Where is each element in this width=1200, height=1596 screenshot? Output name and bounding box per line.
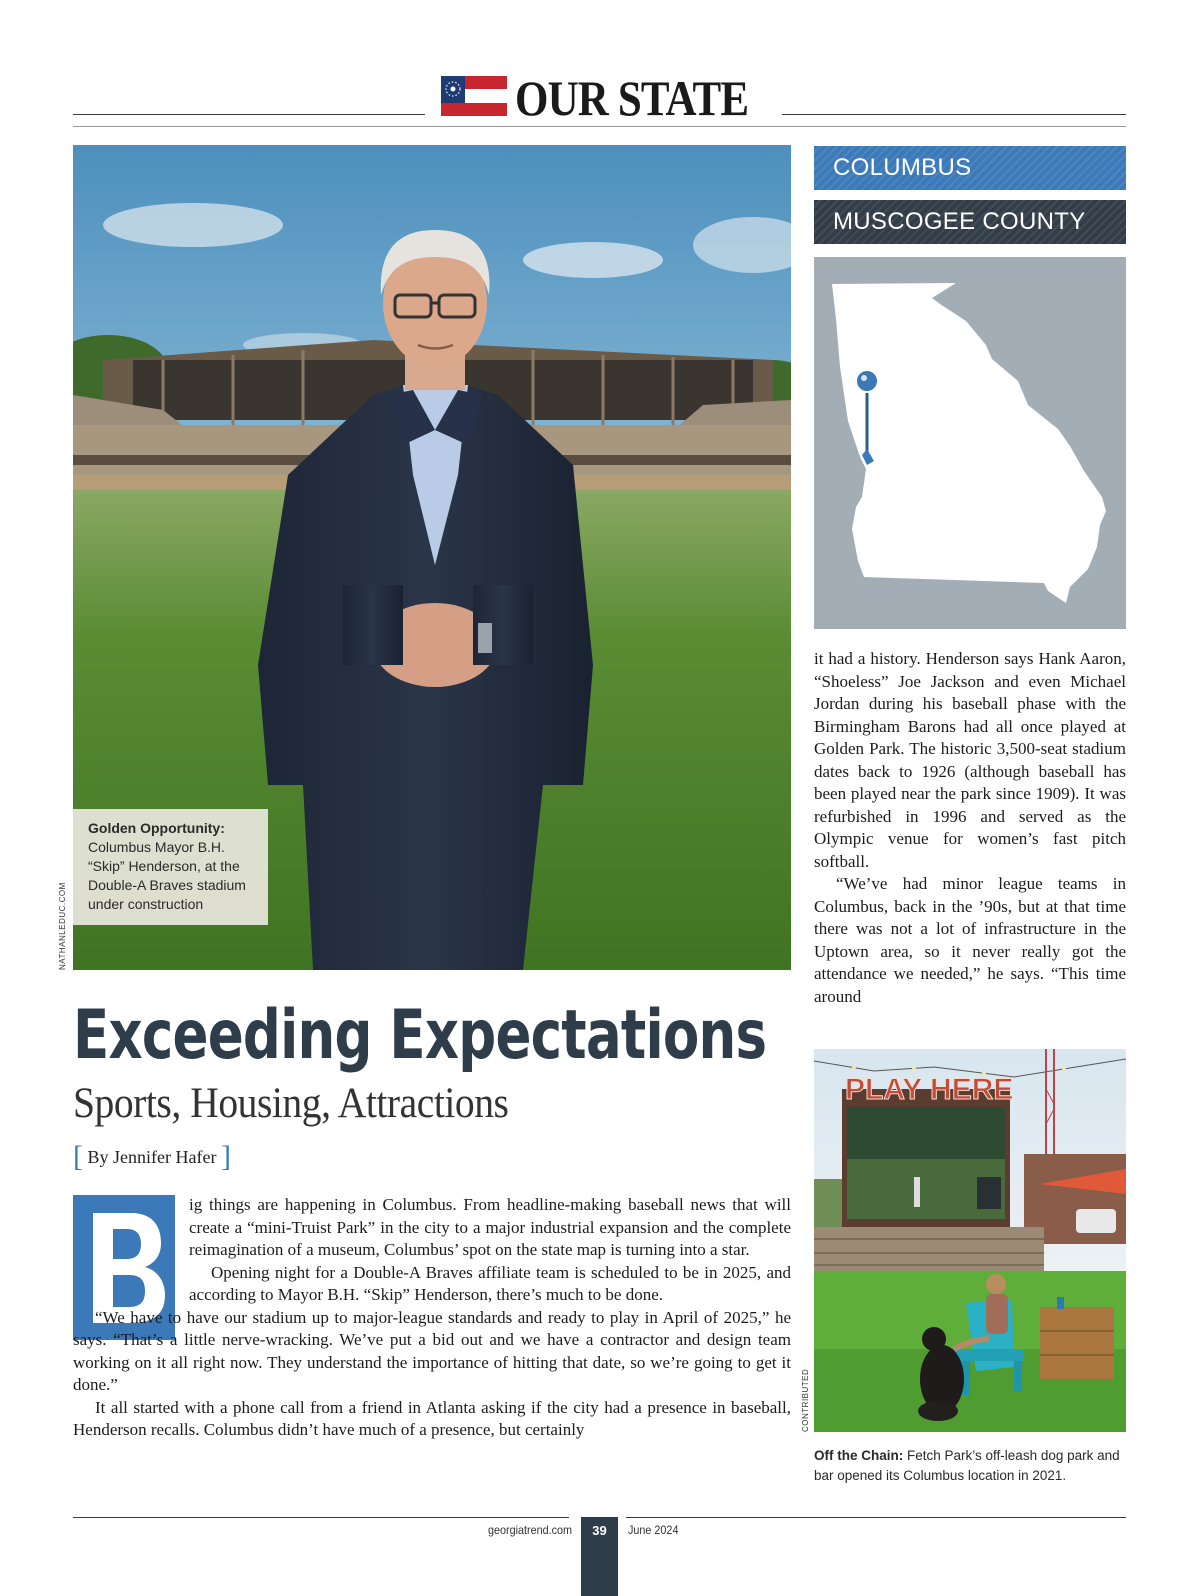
hero-caption-title: Golden Opportunity: [88, 820, 225, 836]
hero-photo-credit: NATHANLEDUC.COM [58, 882, 67, 970]
section-title: OUR STATE [515, 70, 749, 126]
drop-cap-letter: B [73, 1195, 74, 1196]
hero-caption-text: Columbus Mayor B.H. “Skip” Henderson, at the Double-A Braves stadium under construction [88, 839, 246, 912]
dog-photo-credit: CONTRIBUTED [801, 1368, 810, 1432]
footer-rule-right [626, 1517, 1126, 1518]
hero-caption [73, 809, 268, 925]
georgia-flag-icon [441, 76, 507, 116]
byline-bracket-right: ] [220, 1140, 231, 1173]
main-paragraph-3: “We have to have our stadium up to major-league standards and ready to play in April of 2025,” he says. “That’s a little nerve-wracking. We’ve put a bid out and we have a contractor and design team working on it all right now. They understand the importance of hitting that date, so we’re going to get it done.” [73, 1307, 791, 1394]
page-number: 39 [592, 1523, 607, 1538]
dog-park-photo [814, 1049, 1126, 1432]
main-paragraph-4: It all started with a phone call from a friend in Atlanta asking if the city had a presence in baseball, Henderson recalls. Columbus didn’t have much of a presence, but certainly [73, 1397, 791, 1439]
main-paragraph-2: Opening night for a Double-A Braves affiliate team is scheduled to be in 2025, and according to Mayor B.H. “Skip” Henderson, there’s much to be done. [189, 1262, 791, 1304]
main-column-text [73, 1194, 791, 1442]
byline-bracket-left: [ [73, 1140, 83, 1173]
footer-site[interactable]: georgiatrend.com [487, 1523, 572, 1537]
issue-date: June 2024 [628, 1523, 679, 1537]
article-headline: Exceeding Expectations [73, 996, 767, 1075]
county-tag: MUSCOGEE COUNTY [814, 200, 1126, 244]
article-byline [73, 1142, 231, 1172]
right-column-text [814, 648, 1126, 1008]
dog-caption-text: Fetch Park’s off-leash dog park and bar opened its Columbus location in 2021. [814, 1448, 1120, 1483]
main-paragraph-1: ig things are happening in Columbus. From headline-making baseball news that will create a “mini-Truist Park” in the city to a major industrial expansion and the complete reimagination of a museum, Columbus’ spot on the state map is turning into a star. [189, 1195, 791, 1259]
map-pin-icon [856, 370, 878, 392]
header-rule-right [782, 114, 1126, 115]
header-rule-left [73, 114, 425, 115]
georgia-map [814, 257, 1126, 629]
play-here-sign: PLAY HERE [845, 1073, 1014, 1106]
dog-photo-caption [814, 1446, 1134, 1486]
article-subhead: Sports, Housing, Attractions [73, 1080, 509, 1127]
georgia-state-shape [832, 283, 1106, 603]
dog-park-image [814, 1049, 1126, 1432]
dog-caption-title: Off the Chain: [814, 1448, 904, 1463]
right-paragraph-1: it had a history. Henderson says Hank Aaron, “Shoeless” Joe Jackson and even Michael Jordan during his baseball phase with the Birmingham Barons had all once played at Golden Park. The historic 3,500-seat stadium dates back to 1926 (although baseball has been played near the park since 1909). It was refurbished in 1996 and served as the Olympic venue for women’s fast pitch softball. [814, 649, 1126, 871]
right-paragraph-2: “We’ve had minor league teams in Columbus, back in the ’90s, but at that time there was not a lot of infrastructure in the Uptown area, so it never really got the attendance we needed,” he says. “This time around [814, 874, 1126, 1006]
city-tag: COLUMBUS [814, 146, 1126, 190]
footer-rule-left [73, 1517, 569, 1518]
byline-text: By Jennifer Hafer [87, 1147, 217, 1167]
